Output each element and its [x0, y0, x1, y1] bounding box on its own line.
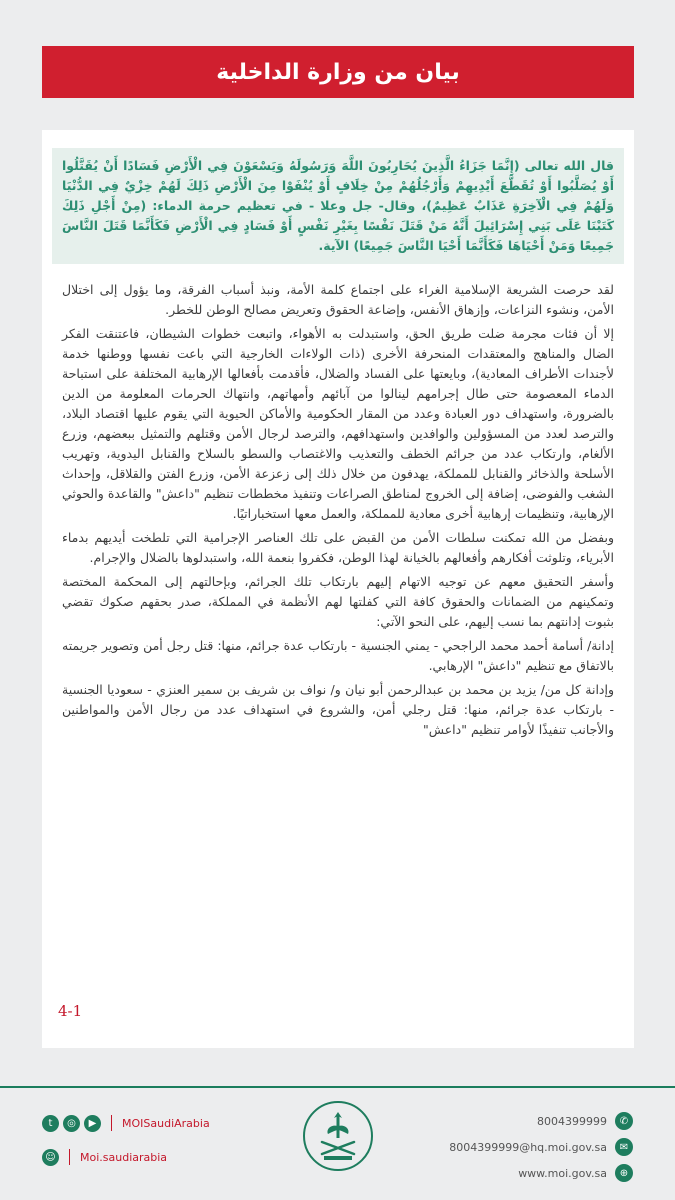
statement-body — [52, 264, 624, 740]
footer-divider — [0, 1086, 675, 1088]
social-handle[interactable]: MOISaudiArabia — [122, 1116, 210, 1130]
paragraph: وأسفر التحقيق معهم عن توجيه الاتهام إليهم بارتكاب تلك الجرائم، وبإحالتهم إلى المحكمة المختصة وتمكينهم من الضمانات والحقوق كافة التي كفلتها لهم الأنظمة في المملكة، صدر بحقهم صكوك تقضي بثبوت إدانتهم بما نسب إليهم، على النحو الآتي: — [62, 574, 614, 629]
email-row — [443, 1136, 633, 1158]
social-handle[interactable]: Moi.saudiarabia — [80, 1150, 168, 1164]
globe-icon: ⊕ — [615, 1164, 633, 1182]
ministry-emblem-icon — [298, 1096, 378, 1176]
social-links — [42, 1112, 222, 1172]
separator — [111, 1115, 112, 1131]
paragraph: وبفضل من الله تمكنت سلطات الأمن من القبض على تلك العناصر الإجرامية التي تلطخت أيديهم بدماء الأبرياء، وتلوثت أفكارهم وأفعالهم بالخيانة لهذا الوطن، فكفروا بنعمة الله، واستبدلوها بالضلال والإجرام. — [62, 530, 614, 565]
paragraph: لقد حرصت الشريعة الإسلامية الغراء على اجتماع كلمة الأمة، ونبذ أسباب الفرقة، وما يؤول إلى اختلال الأمن، ونشوء النزاعات، وإزهاق الأنفس، وإضاعة الحقوق وتعريض مصالح الوطن للخطر. — [62, 282, 614, 317]
page-title-banner — [42, 46, 634, 98]
website-row — [443, 1162, 633, 1184]
phone-number[interactable]: 8004399999 — [537, 1114, 607, 1128]
separator — [69, 1149, 70, 1165]
email-icon: ✉ — [615, 1138, 633, 1156]
website-link[interactable]: www.moi.gov.sa — [518, 1166, 607, 1180]
snapchat-icon[interactable]: ☺ — [42, 1149, 59, 1166]
contact-info — [443, 1110, 633, 1184]
page-number: 4-1 — [58, 1002, 83, 1020]
paragraph: إلا أن فئات مجرمة ضلت طريق الحق، واستبدلت به الأهواء، واتبعت خطوات الشيطان، فاعتنقت الفكر الضال والمناهج والمعتقدات المنحرفة الأخرى (ذات الولاءات الخارجية التي باعت نفسها ووطنها خدمة لأجندات الأطراف المعادية)، وبايعتها على الفساد والضلال، فأقدمت بأفعالها الإرهابية المختلفة على استباحة الدماء المعصومة حتى طال إجرامهم لينالوا من آبائهم وأمهاتهم، وانتهاك الحرمات المعلومة من الدين بالضرورة، واستهداف دور العبادة وعدد من المقار الحكومية والأماكن الحيوية التي يقوم عليها اقتصاد البلاد، والترصد لعدد من المسؤولين والوافدين واستهدافهم، والترصد لرجال الأمن وقتلهم والتمثيل ببعضهم، وزرع الألغام، وارتكاب عدد من جرائم الخطف والتعذيب والاغتصاب والسطو بالسلاح والقنابل اليدوية، وتهريب الأسلحة والذخائر والقنابل للمملكة، يهدفون من خلال ذلك إلى زعزعة الأمن، وزرع الفتن والقلاقل، وإحداث الشغب والفوضى، إضافة إلى الخروج لمناطق الصراعات وتنفيذ مخططات تنظيم "داعش" والقاعدة والحوثي الإرهابية، وتنظيمات إرهابية أخرى معادية للمملكة، والعمل معها استخباراتيًا. — [62, 326, 614, 521]
page-title: بيان من وزارة الداخلية — [216, 59, 460, 85]
twitter-icon[interactable]: t — [42, 1115, 59, 1132]
phone-row — [443, 1110, 633, 1132]
paragraph: إدانة/ أسامة أحمد محمد الراجحي - يمني الجنسية - بارتكاب عدة جرائم، منها: قتل رجل أمن وتصوير جريمته بالاتفاق مع تنظيم "داعش" الإرهابي. — [62, 638, 614, 673]
email-address[interactable]: 8004399999@hq.moi.gov.sa — [449, 1140, 607, 1154]
social-row-2 — [42, 1146, 222, 1168]
social-row-1 — [42, 1112, 222, 1134]
phone-icon: ✆ — [615, 1112, 633, 1130]
instagram-icon[interactable]: ◎ — [63, 1115, 80, 1132]
paragraph: وإدانة كل من/ يزيد بن محمد بن عبدالرحمن أبو نيان و/ نواف بن شريف بن سمير العنزي - سعوديا الجنسية - بارتكاب عدة جرائم، منها: قتل رجلي أمن، والشروع في استهداف عدد من رجال الأمن والمواطنين والأجانب تنفيذًا لأوامر تنظيم "داعش" — [62, 682, 614, 737]
statement-document — [42, 130, 634, 1048]
youtube-icon[interactable]: ▶ — [84, 1115, 101, 1132]
quran-verse-box: قال الله تعالى (إِنَّمَا جَزَاءُ الَّذِينَ يُحَارِبُونَ اللَّهَ وَرَسُولَهُ وَيَسْعَوْنَ فِي الْأَرْضِ فَسَادًا أَنْ يُقَتَّلُوا أَوْ يُصَلَّبُوا أَوْ تُقَطَّعَ أَيْدِيهِمْ وَأَرْجُلُهُمْ مِنْ خِلَافٍ أَوْ يُنْفَوْا مِنَ الْأَرْضِ ذَلِكَ لَهُمْ خِزْيٌ فِي الدُّنْيَا وَلَهُمْ فِي الْآخِرَةِ عَذَابٌ عَظِيمٌ)، وقال- جل وعلا - في تعظيم حرمة الدماء: (مِنْ أَجْلِ ذَلِكَ كَتَبْنَا عَلَى بَنِي إِسْرَائِيلَ أَنَّهُ مَنْ قَتَلَ نَفْسًا بِغَيْرِ نَفْسٍ أَوْ فَسَادٍ فِي الْأَرْضِ فَكَأَنَّمَا قَتَلَ النَّاسَ جَمِيعًا وَمَنْ أَحْيَاهَا فَكَأَنَّمَا أَحْيَا النَّاسَ جَمِيعًا) الآية. — [52, 148, 624, 264]
